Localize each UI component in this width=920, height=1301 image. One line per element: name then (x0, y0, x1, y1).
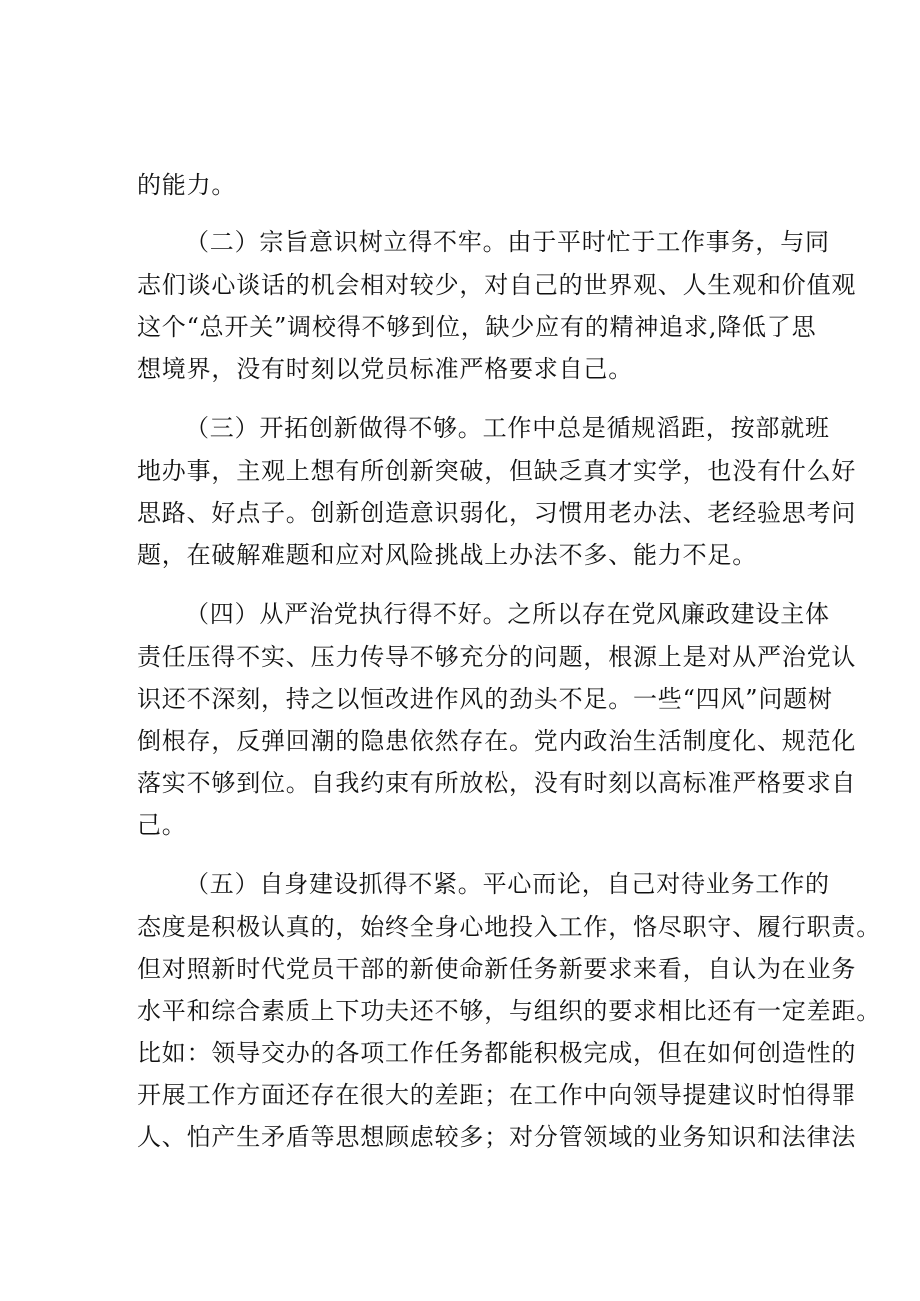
text-line: 态度是积极认真的，始终全身心地投入工作，恪尽职守、履行职责。 (137, 913, 881, 941)
text-line: 比如：领导交办的各项工作任务都能积极完成，但在如何创造性的 (137, 1039, 857, 1067)
text-line: 落实不够到位。自我约束有所放松，没有时刻以高标准严格要求自 (137, 769, 857, 797)
paragraph-heading-line: （四）从严治党执行得不好。之所以存在党风廉政建设主体 (185, 600, 830, 628)
text-line: 人、怕产生矛盾等思想顾虑较多；对分管领域的业务知识和法律法 (137, 1123, 857, 1151)
text-line: 水平和综合素质上下功夫还不够，与组织的要求相比还有一定差距。 (137, 997, 881, 1025)
text-line: 这个“总开关”调校得不够到位，缺少应有的精神追求,降低了思 (137, 313, 817, 341)
text-line: 的能力。 (137, 171, 237, 199)
text-line: 地办事，主观上想有所创新突破，但缺乏真才实学，也没有什么好 (137, 457, 857, 485)
text-line: 思路、好点子。创新创造意识弱化，习惯用老办法、老经验思考问 (137, 499, 857, 527)
text-line: 识还不深刻，持之以恒改进作风的劲头不足。一些“四风”问题树 (137, 685, 833, 713)
text-line: 题，在破解难题和应对风险挑战上办法不多、能力不足。 (137, 541, 757, 569)
text-line: 想境界，没有时刻以党员标准严格要求自己。 (137, 355, 633, 383)
text-line: 倒根存，反弹回潮的隐患依然存在。党内政治生活制度化、规范化 (137, 727, 857, 755)
text-line: 己。 (137, 811, 187, 839)
paragraph-heading-line: （二）宗旨意识树立得不牢。由于平时忙于工作事务，与同 (185, 228, 830, 256)
text-line: 开展工作方面还存在很大的差距；在工作中向领导提建议时怕得罪 (137, 1081, 857, 1109)
text-line: 但对照新时代党员干部的新使命新任务新要求来看，自认为在业务 (137, 955, 857, 983)
text-line: 责任压得不实、压力传导不够充分的问题，根源上是对从严治党认 (137, 643, 857, 671)
paragraph-heading-line: （五）自身建设抓得不紧。平心而论，自己对待业务工作的 (185, 870, 830, 898)
text-line: 志们谈心谈话的机会相对较少，对自己的世界观、人生观和价值观 (137, 271, 857, 299)
paragraph-heading-line: （三）开拓创新做得不够。工作中总是循规滔距，按部就班 (185, 414, 830, 442)
